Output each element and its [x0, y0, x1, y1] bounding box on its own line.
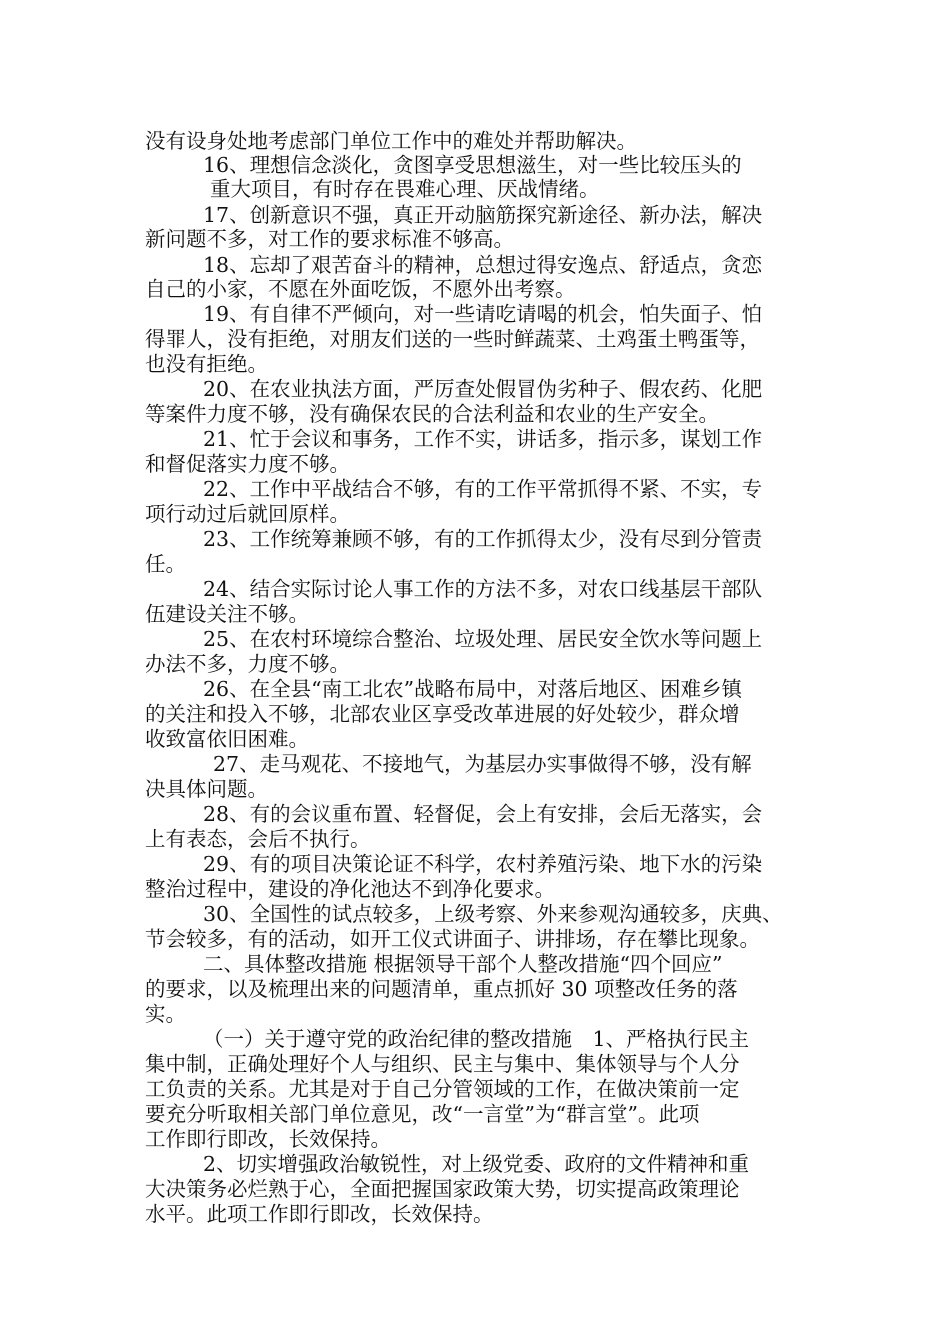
text-line: 22、工作中平战结合不够，有的工作平常抓得不紧、不实，专	[203, 477, 763, 501]
text-line: 收致富依旧困难。	[145, 727, 309, 751]
text-line: 17、创新意识不强，真正开动脑筋探究新途径、新办法，解决	[203, 203, 763, 227]
text-line: 工作即行即改，长效保持。	[145, 1127, 391, 1151]
text-line: 24、结合实际讨论人事工作的方法不多，对农口线基层干部队	[203, 577, 763, 601]
text-line: 没有设身处地考虑部门单位工作中的难处并帮助解决。	[145, 129, 637, 153]
text-line: 28、有的会议重布置、轻督促，会上有安排，会后无落实，会	[203, 802, 763, 826]
text-line: 21、忙于会议和事务，工作不实，讲话多，指示多，谋划工作	[203, 427, 763, 451]
text-line: 自己的小家，不愿在外面吃饭，不愿外出考察。	[145, 277, 576, 301]
text-line: 2、切实增强政治敏锐性，对上级党委、政府的文件精神和重	[203, 1152, 750, 1176]
text-line: 23、工作统筹兼顾不够，有的工作抓得太少，没有尽到分管责	[203, 527, 763, 551]
text-line: 整治过程中，建设的净化池达不到净化要求。	[145, 877, 555, 901]
subsection-heading-line: （一）关于遵守党的政治纪律的整改措施 1、严格执行民主	[203, 1027, 750, 1051]
text-line: 大决策务必烂熟于心，全面把握国家政策大势，切实提高政策理论	[145, 1177, 740, 1201]
text-line: 节会较多，有的活动，如开工仪式讲面子、讲排场，存在攀比现象。	[145, 927, 760, 951]
text-line: 的要求，以及梳理出来的问题清单，重点抓好 30 项整改任务的落	[145, 977, 738, 1001]
text-line: 集中制，正确处理好个人与组织、民主与集中、集体领导与个人分	[145, 1052, 740, 1076]
text-line: 25、在农村环境综合整治、垃圾处理、居民安全饮水等问题上	[203, 627, 763, 651]
text-line: 工负责的关系。尤其是对于自己分管领域的工作，在做决策前一定	[145, 1077, 740, 1101]
text-line: 办法不多，力度不够。	[145, 652, 350, 676]
text-line: 的关注和投入不够，北部农业区享受改革进展的好处较少，群众增	[145, 702, 740, 726]
text-line: 水平。此项工作即行即改，长效保持。	[145, 1202, 494, 1226]
text-line: 项行动过后就回原样。	[145, 502, 350, 526]
text-line: 18、忘却了艰苦奋斗的精神，总想过得安逸点、舒适点，贪恋	[203, 253, 763, 277]
text-line: 得罪人，没有拒绝，对朋友们送的一些时鲜蔬菜、土鸡蛋土鸭蛋等，	[145, 327, 760, 351]
text-line: 19、有自律不严倾向，对一些请吃请喝的机会，怕失面子、怕	[203, 302, 763, 326]
text-line: 伍建设关注不够。	[145, 602, 309, 626]
text-line: 新问题不多，对工作的要求标准不够高。	[145, 227, 514, 251]
text-line: 和督促落实力度不够。	[145, 452, 350, 476]
text-line: 要充分听取相关部门单位意见，改“一言堂”为“群言堂”。此项	[145, 1102, 700, 1126]
text-line: 20、在农业执法方面，严厉查处假冒伪劣种子、假农药、化肥	[203, 377, 763, 401]
text-line: 27、走马观花、不接地气，为基层办实事做得不够，没有解	[213, 752, 752, 776]
text-line: 等案件力度不够，没有确保农民的合法利益和农业的生产安全。	[145, 402, 719, 426]
text-line: 29、有的项目决策论证不科学，农村养殖污染、地下水的污染	[203, 852, 763, 876]
text-line: 决具体问题。	[145, 777, 268, 801]
text-line: 也没有拒绝。	[145, 352, 268, 376]
text-line: 30、全国性的试点较多，上级考察、外来参观沟通较多，庆典、	[203, 902, 783, 926]
text-line: 实。	[145, 1002, 186, 1026]
text-line: 上有表态，会后不执行。	[145, 827, 371, 851]
text-line: 26、在全县“南工北农”战略布局中，对落后地区、困难乡镇	[203, 677, 743, 701]
text-line: 重大项目，有时存在畏难心理、厌战情绪。	[210, 177, 600, 201]
text-line: 任。	[145, 552, 186, 576]
text-line: 16、理想信念淡化，贪图享受思想滋生，对一些比较压头的	[203, 153, 742, 177]
section-heading-line: 二、具体整改措施 根据领导干部个人整改措施“四个回应”	[203, 952, 723, 976]
